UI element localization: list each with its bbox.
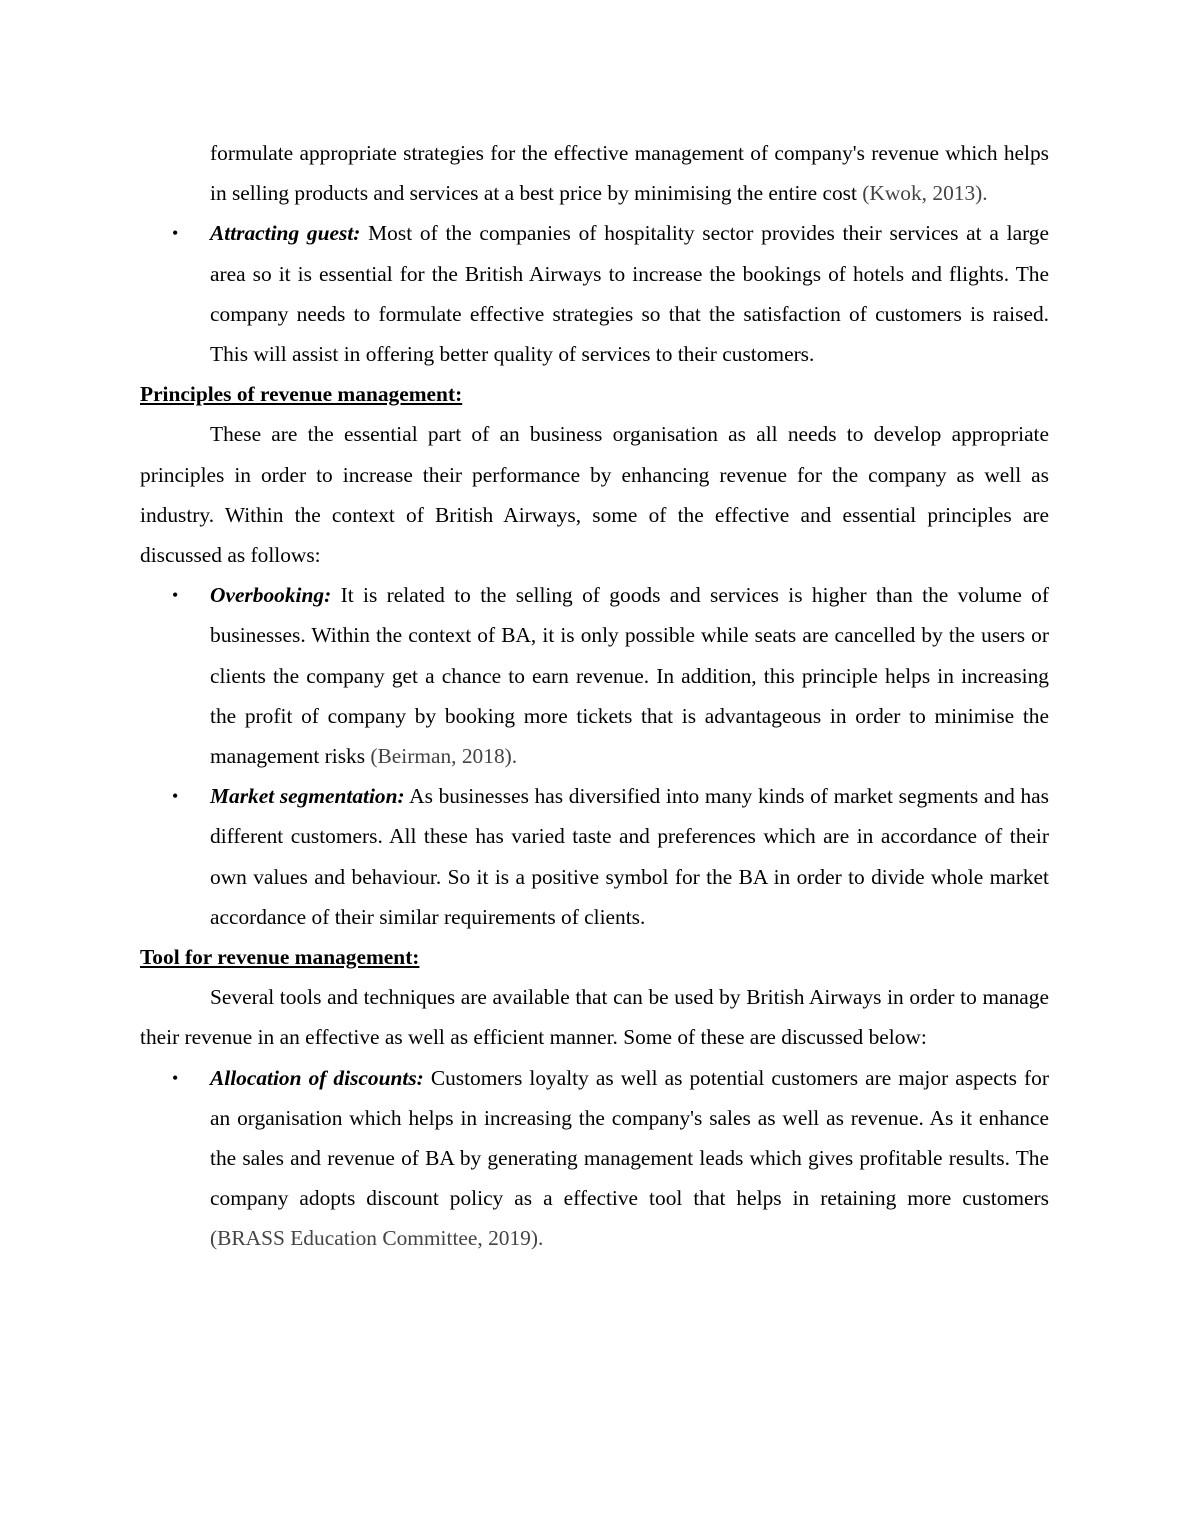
tools-intro: Several tools and techniques are available that can be used by British Airways in order to manage their revenue in an effective as well as efficient manner. Some of these are discussed below: xyxy=(140,985,1049,1050)
principles-intro: These are the essential part of an business organisation as all needs to develop appropriate principles in order to increase their performance by enhancing revenue for the company as well as industry. Within the context of British Airways, some of the effective and essential principles are discussed as follows: xyxy=(140,422,1049,568)
bullet-term: Market segmentation: xyxy=(210,784,405,809)
bullet-text: As businesses has diversified into many kinds of market segments and has different customers. All these has varied taste and preferences which are in accordance of their own values and behaviour. So it is a positive symbol for the BA in order to divide whole market accordance of their similar requirements of clients. xyxy=(210,784,1049,929)
bullet-attracting-guest xyxy=(172,213,1049,374)
bullet-term: Attracting guest: xyxy=(210,221,361,246)
bullet-allocation-of-discounts xyxy=(172,1058,1050,1259)
continued-paragraph xyxy=(210,133,1049,213)
bullet-icon: • xyxy=(172,223,179,244)
bullet-icon: • xyxy=(172,1067,179,1088)
section-heading-tools: Tool for revenue management: xyxy=(140,945,420,970)
document-page xyxy=(140,133,1049,1259)
citation: (Beirman, 2018). xyxy=(370,744,518,769)
bullet-term: Allocation of discounts: xyxy=(210,1065,424,1090)
bullet-term: Overbooking: xyxy=(210,583,332,608)
bullet-market-segmentation xyxy=(172,776,1049,937)
bullet-text: It is related to the selling of goods and services is higher than the volume of businesses. Within the context of BA, it is only possible while seats are cancelled by the users or clients the company get a chance to earn revenue. In addition, this principle helps in increasing the profit of company by booking more tickets that is advantageous in order to minimise the management risks xyxy=(210,583,1049,769)
bullet-icon: • xyxy=(172,585,179,606)
bullet-icon: • xyxy=(172,786,179,807)
paragraph-text: formulate appropriate strategies for the effective management of company's revenue which helps in selling products and services at a best price by minimising the entire cost xyxy=(210,141,1049,206)
citation: (Kwok, 2013). xyxy=(862,181,988,206)
bullet-overbooking xyxy=(172,575,1049,776)
bullet-text: Customers loyalty as well as potential customers are major aspects for an organisation which helps in increasing the company's sales as well as revenue. As it enhance the sales and revenue of BA by generating management leads which gives profitable results. The company adopts discount policy as a effective tool that helps in retaining more customers xyxy=(210,1065,1050,1211)
bullet-text: Most of the companies of hospitality sector provides their services at a large area so it is essential for the British Airways to increase the bookings of hotels and flights. The company needs to formulate effective strategies so that the satisfaction of customers is raised. This will assist in offering better quality of services to their customers. xyxy=(210,221,1049,367)
citation: (BRASS Education Committee, 2019). xyxy=(210,1226,544,1251)
section-heading-principles: Principles of revenue management: xyxy=(140,382,463,407)
